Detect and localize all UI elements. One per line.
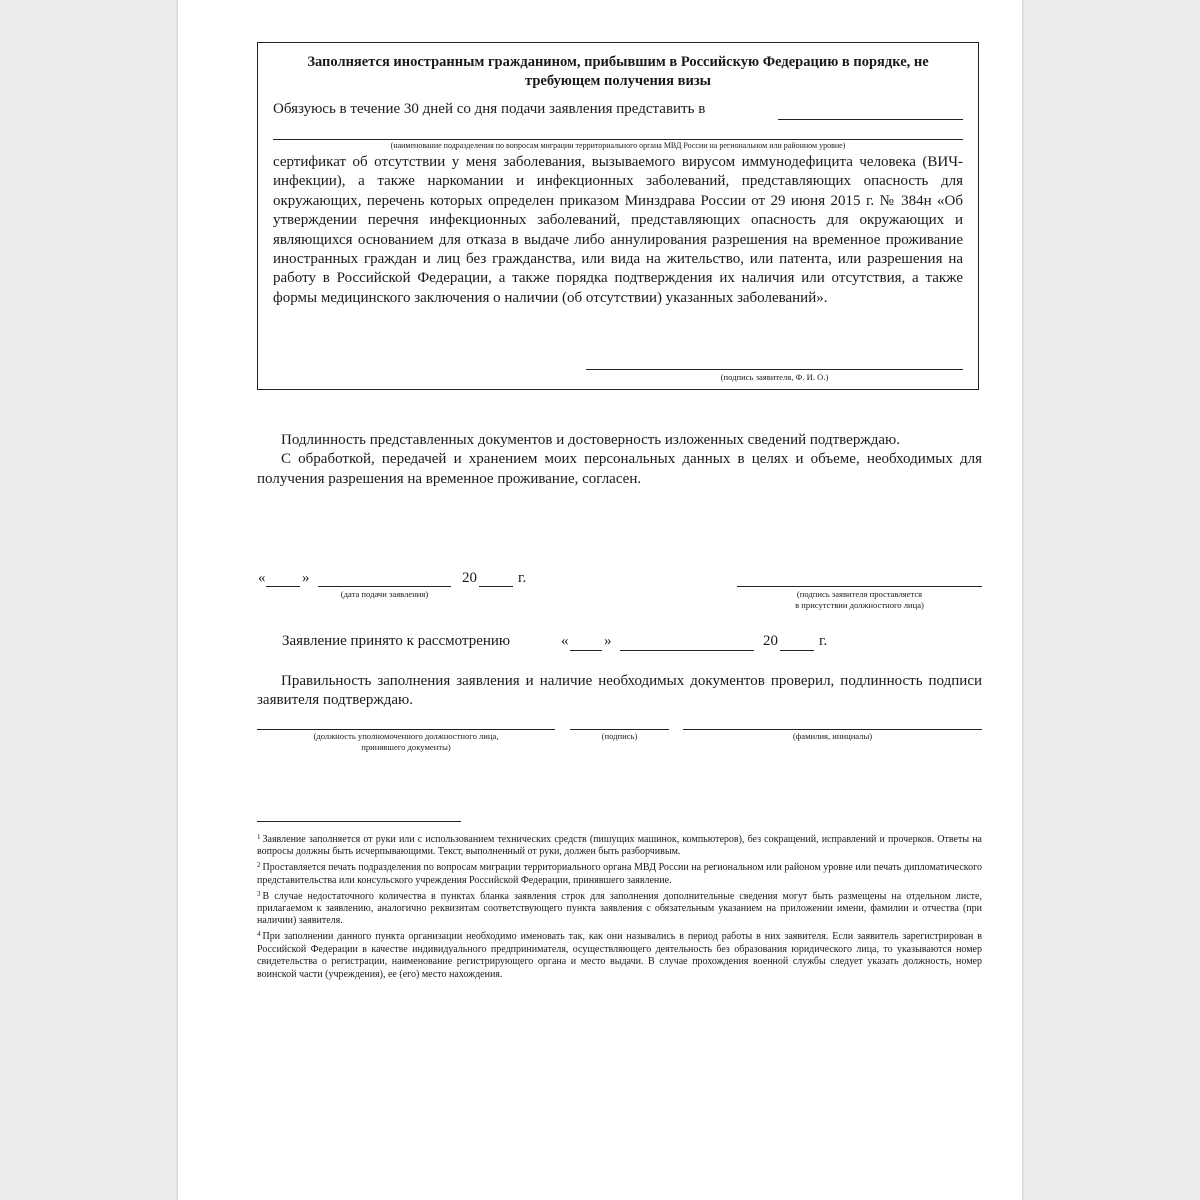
applicant-signature-official-caption-2: в присутствии должностного лица) <box>795 600 924 610</box>
official-position-caption-1: (должность уполномоченного должностного лица, <box>313 731 499 741</box>
submission-year-suffix: г. <box>518 570 527 586</box>
official-name-field[interactable] <box>683 729 982 730</box>
footnote-4: $^4$ При заполнении данного пункта организации необходимо именовать так, как они назывались в период работы в них заявителя. Если заявитель зарегистрирован в Российской Федерации в качестве индивидуального предпринимателя, осуществляющего деятельность без образования юридического лица, то указываются номер свидетельства о регистрации, наименование регистрирующего органа и место выдачи. В случае прохождения военной службы следует указать должность, номер воинской части (учреждения), ее (его) место нахождения. <box>257 930 982 980</box>
applicant-signature-official-line[interactable] <box>737 586 982 587</box>
accepted-year-field[interactable] <box>780 650 814 651</box>
applicant-signature-official-caption-1: (подпись заявителя проставляется <box>796 589 923 599</box>
visa-free-section-box <box>257 42 979 390</box>
footnote-separator <box>257 821 461 822</box>
commitment-text: Обязуюсь в течение 30 дней со дня подачи заявления представить в <box>273 101 706 117</box>
footnote-2: $^2$ Проставляется печать подразделения по вопросам миграции территориального органа МВД России на региональном или районом уровне или печать дипломатического представительства или консульского учреждения Российской Федерации, принявшего заявление. <box>257 861 982 886</box>
applicant-signature-caption: (подпись заявителя, Ф. И. О.) <box>720 372 829 382</box>
submission-year-prefix: 20 <box>462 570 477 586</box>
verification-block <box>257 672 982 711</box>
official-signature-field[interactable] <box>570 729 669 730</box>
date-open-quote: « <box>258 570 266 586</box>
official-name-caption: (фамилия, инициалы) <box>792 731 873 741</box>
authenticity-declaration: Подлинность представленных документов и достоверность изложенных сведений подтверждаю. <box>281 432 900 448</box>
footnote-1: $^1$ Заявление заполняется от руки или с использованием технических средств (пишущих машинок, компьютеров), без сокращений, исправлений и прочерков. Ответы на вопросы должны быть исчерпывающими. Текст, выполненный от руки, должен быть разборчивым. <box>257 833 982 858</box>
migration-office-caption: (наименование подразделения по вопросам миграции территориального органа МВД России на региональном или районном уровне) <box>390 141 846 150</box>
official-position-caption-2: принявшего документы) <box>361 742 451 752</box>
visa-free-section-title: Заполняется иностранным гражданином, прибывшим в Российскую Федерацию в порядке, не требующем получения визы <box>307 54 929 89</box>
personal-data-consent: С обработкой, передачей и хранением моих персональных данных в целях и объеме, необходимых для получения разрешения на временное проживание, согласен. <box>257 451 982 487</box>
accepted-day-field[interactable] <box>570 650 602 651</box>
accepted-open-quote: « <box>561 633 569 649</box>
accepted-close-quote: » <box>604 633 612 649</box>
accepted-year-suffix: г. <box>819 633 828 649</box>
certificate-requirement-text: сертификат об отсутствии у меня заболевания, вызываемого вирусом иммунодефицита человека (ВИЧ-инфекции), а также наркомании и инфекционных заболеваний, представляющих опасность для окружающих, перечень которых определен приказом Минздрава России от 29 июня 2015 г. № 384н «Об утверждении перечня инфекционных заболеваний, представляющих опасность для окружающих и являющихся основанием для отказа в выдаче либо аннулирования разрешения на временное проживание иностранных граждан и лиц без гражданства, или вида на жительство, или патента, или разрешения на работу в Российской Федерации, а также порядка подтверждения их наличия или отсутствия, а также формы медицинского заключения о наличии (об отсутствии) указанных заболеваний». <box>273 154 963 306</box>
submission-month-field[interactable] <box>318 586 451 587</box>
declarations-block <box>257 431 982 489</box>
verification-text: Правильность заполнения заявления и наличие необходимых документов проверил, подлинность подписи заявителя подтверждаю. <box>257 673 982 709</box>
official-signature-caption: (подпись) <box>601 731 638 741</box>
footnotes <box>257 831 982 981</box>
submission-date-caption: (дата подачи заявления) <box>340 589 429 599</box>
applicant-signature-line[interactable] <box>586 369 963 370</box>
footnote-3: $^3$ В случае недостаточного количества в пунктах бланка заявления строк для заполнения дополнительные сведения могут быть размещены на отдельном листе, прилагаемом к заявлению, аналогично реквизитам соответствующего пункта заявления с обязательным указанием на приложении имени, фамилии и отчества (при наличии) заявителя. <box>257 889 982 927</box>
date-close-quote: » <box>302 570 310 586</box>
migration-office-field-line-1[interactable] <box>778 119 963 120</box>
accepted-year-prefix: 20 <box>763 633 778 649</box>
accepted-for-review-label: Заявление принято к рассмотрению <box>282 633 511 649</box>
submission-year-field[interactable] <box>479 586 513 587</box>
submission-day-field[interactable] <box>266 586 300 587</box>
official-position-field[interactable] <box>257 729 555 730</box>
accepted-month-field[interactable] <box>620 650 754 651</box>
migration-office-field-line-2[interactable] <box>273 139 963 140</box>
